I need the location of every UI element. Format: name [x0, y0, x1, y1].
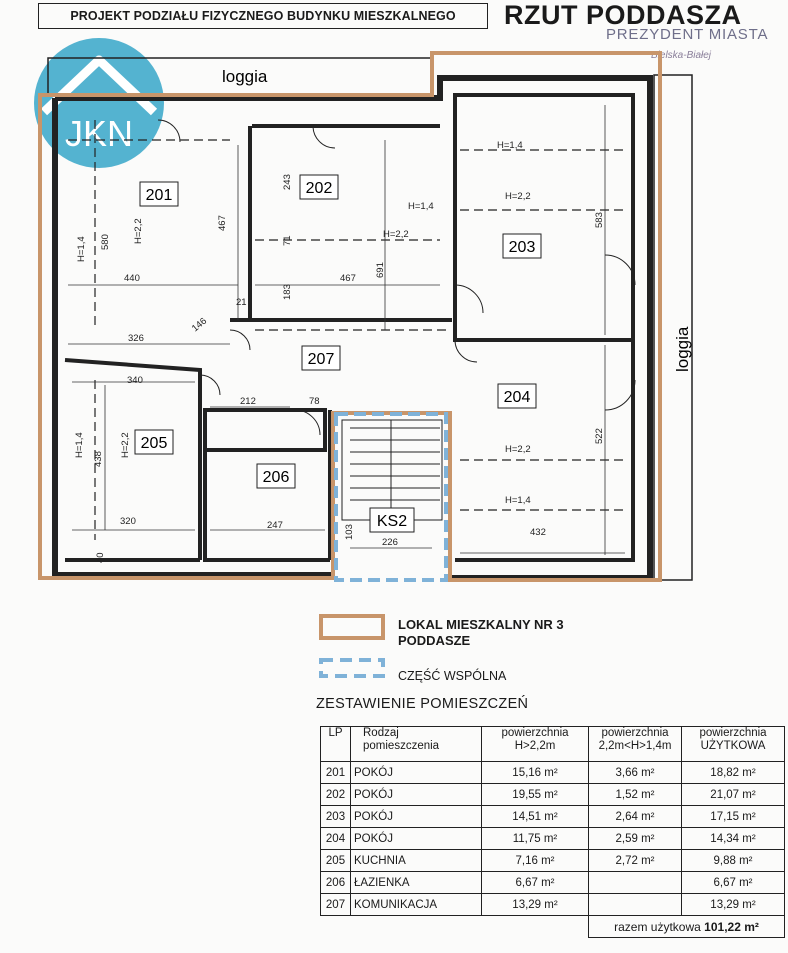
table-header-row [321, 727, 785, 762]
exterior-walls [55, 78, 650, 578]
dim-247: 247 [267, 520, 283, 531]
room-ks2-label: KS2 [376, 513, 408, 530]
cell-b: 2,72 m² [589, 850, 682, 872]
height-label: H=2,2 [120, 432, 131, 458]
cell-lp: 207 [321, 894, 351, 916]
total-cell [589, 916, 785, 938]
stamp-text: PREZYDENT MIASTA [606, 26, 769, 43]
cell-c: 9,88 m² [682, 850, 785, 872]
dim-40: 40 [95, 552, 106, 563]
total-row [321, 916, 785, 938]
header-c: powierzchnia UŻYTKOWA [682, 727, 785, 762]
height-label: H=1,4 [408, 201, 434, 212]
height-label: H=2,2 [505, 191, 531, 202]
cell-name: POKÓJ [351, 762, 482, 784]
cell-b: 2,64 m² [589, 806, 682, 828]
cell-lp: 204 [321, 828, 351, 850]
room-206-label: 206 [262, 469, 290, 486]
cell-b [589, 872, 682, 894]
dim-432: 432 [530, 527, 546, 538]
dim-183: 183 [282, 284, 293, 300]
door-swings [158, 120, 635, 435]
loggia-right-label: loggia [673, 326, 692, 372]
rooms-table [320, 726, 785, 938]
cell-b: 1,52 m² [589, 784, 682, 806]
cell-c: 13,29 m² [682, 894, 785, 916]
dim-340: 340 [127, 375, 143, 386]
dim-103: 103 [344, 524, 355, 540]
height-label: H=1,4 [76, 236, 87, 262]
cell-name: KUCHNIA [351, 850, 482, 872]
private-legend-label-2: PODDASZE [398, 633, 471, 648]
table-title: ZESTAWIENIE POMIESZCZEŃ [316, 696, 529, 712]
cell-lp: 201 [321, 762, 351, 784]
dim-71: 71 [282, 235, 293, 246]
cell-a: 6,67 m² [482, 872, 589, 894]
cell-a: 19,55 m² [482, 784, 589, 806]
cell-b: 2,59 m² [589, 828, 682, 850]
cell-c: 14,34 m² [682, 828, 785, 850]
cell-name: KOMUNIKACJA [351, 894, 482, 916]
dim-691: 691 [375, 262, 386, 278]
room-202-label: 202 [305, 180, 333, 197]
height-label: H=2,2 [383, 229, 409, 240]
room-207-label: 207 [307, 351, 335, 368]
common-legend-label: CZĘŚĆ WSPÓLNA [398, 669, 507, 683]
cell-a: 15,16 m² [482, 762, 589, 784]
header-name: Rodzaj pomieszczenia [351, 727, 482, 762]
cell-a: 11,75 m² [482, 828, 589, 850]
room-203-label: 203 [508, 239, 536, 256]
dim-580: 580 [100, 234, 111, 250]
project-title: PROJEKT PODZIAŁU FIZYCZNEGO BUDYNKU MIESZKALNEGO [70, 9, 456, 23]
legend-swatches [318, 612, 393, 682]
table-row [321, 828, 785, 850]
loggia-top-label: loggia [222, 67, 268, 86]
dim-21: 21 [236, 297, 247, 308]
stairs [342, 420, 442, 520]
dim-146: 146 [189, 315, 210, 335]
height-label: H=2,2 [133, 218, 144, 244]
height-label: H=1,4 [505, 495, 531, 506]
header-lp: LP [321, 727, 351, 762]
private-legend-label-1: LOKAL MIESZKALNY NR 3 [398, 617, 564, 632]
cell-c: 17,15 m² [682, 806, 785, 828]
cell-c: 6,67 m² [682, 872, 785, 894]
header-a: powierzchnia H>2,2m [482, 727, 589, 762]
header-b: powierzchnia 2,2m<H>1,4m [589, 727, 682, 762]
interior-walls [65, 95, 633, 560]
total-value: 101,22 m² [704, 919, 759, 934]
dim-326: 326 [128, 333, 144, 344]
logo-text: JKN [64, 113, 134, 154]
dim-438: 438 [93, 451, 104, 467]
total-label: razem użytkowa [614, 919, 701, 934]
dim-320: 320 [120, 516, 136, 527]
cell-c: 21,07 m² [682, 784, 785, 806]
dim-226: 226 [382, 537, 398, 548]
dim-467a: 467 [217, 215, 228, 231]
cell-name: POKÓJ [351, 828, 482, 850]
height-label: H=1,4 [74, 432, 85, 458]
cell-name: POKÓJ [351, 806, 482, 828]
cell-name: POKÓJ [351, 784, 482, 806]
height-label: H=1,4 [497, 140, 523, 151]
cell-b: 3,66 m² [589, 762, 682, 784]
cell-lp: 202 [321, 784, 351, 806]
dim-243: 243 [282, 174, 293, 190]
height-label: H=2,2 [505, 444, 531, 455]
stamp-subtext: Bielska-Białej [651, 50, 712, 61]
cell-lp: 203 [321, 806, 351, 828]
room-201-label: 201 [145, 187, 173, 204]
cell-a: 7,16 m² [482, 850, 589, 872]
cell-name: ŁAZIENKA [351, 872, 482, 894]
page-title: RZUT PODDASZA [504, 0, 742, 30]
cell-a: 13,29 m² [482, 894, 589, 916]
dim-583: 583 [594, 212, 605, 228]
table-row [321, 850, 785, 872]
dim-440: 440 [124, 273, 140, 284]
cell-c: 18,82 m² [682, 762, 785, 784]
room-205-label: 205 [140, 435, 168, 452]
dim-212: 212 [240, 396, 256, 407]
dim-522: 522 [594, 428, 605, 444]
table-row [321, 806, 785, 828]
table-row [321, 872, 785, 894]
cell-a: 14,51 m² [482, 806, 589, 828]
dim-78: 78 [309, 396, 320, 407]
private-swatch [321, 616, 383, 638]
room-204-label: 204 [503, 389, 531, 406]
cell-lp: 205 [321, 850, 351, 872]
table-row [321, 762, 785, 784]
table-row [321, 784, 785, 806]
cell-lp: 206 [321, 872, 351, 894]
table-row [321, 894, 785, 916]
dim-467b: 467 [340, 273, 356, 284]
common-swatch [321, 660, 383, 676]
cell-b [589, 894, 682, 916]
